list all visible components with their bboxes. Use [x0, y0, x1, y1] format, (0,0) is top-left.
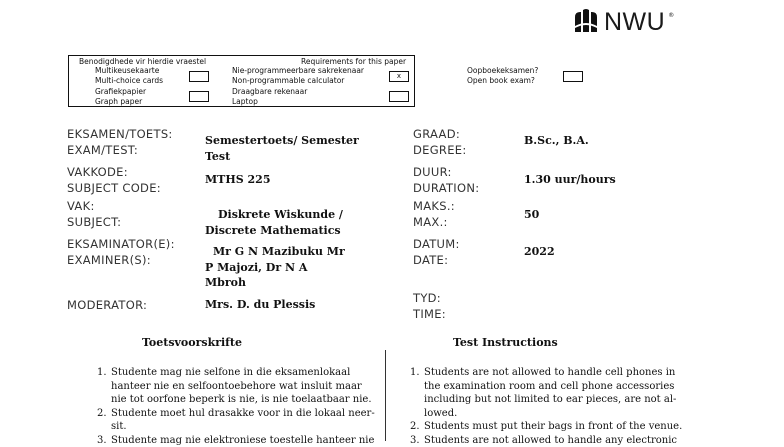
instructions-title-en: Test Instructions — [453, 336, 558, 349]
req-graph-af: Grafiekpapier — [95, 87, 146, 97]
moderator-value: Mrs. D. du Plessis — [205, 297, 315, 313]
subject-code-value: MTHS 225 — [205, 172, 271, 188]
req-calculator-af: Nie-programmeerbare sakrekenaar — [232, 66, 364, 76]
logo-text: NWU — [604, 8, 665, 37]
exam-label: EKSAMEN/TOETS: EXAM/TEST: — [67, 127, 173, 158]
moderator-label: MODERATOR: — [67, 298, 147, 314]
requirements-box — [68, 55, 415, 107]
req-laptop-af: Draagbare rekenaar — [232, 87, 307, 97]
subject-code-label: VAKKODE: SUBJECT CODE: — [67, 165, 161, 196]
calculator-checkbox: x — [389, 71, 409, 82]
graph-paper-checkbox — [189, 91, 209, 102]
list-item: 1. Students are not allowed to handle cell phones in the examination room and cell phone accessories including but not limited to ear pieces, are not al- lowed. — [424, 366, 689, 420]
max-label: MAKS.: MAX.: — [413, 199, 455, 230]
requirements-heading-af: Benodigdhede vir hierdie vraestel — [79, 57, 206, 66]
multichoice-checkbox — [189, 71, 209, 82]
req-multichoice-af: Multikeusekaarte — [95, 66, 159, 76]
req-calculator-en: Non-programmable calculator — [232, 76, 344, 86]
exam-value: Semestertoets/ Semester Test — [205, 133, 359, 164]
instructions-list-en — [424, 366, 689, 447]
date-value: 2022 — [524, 244, 555, 260]
laptop-checkbox — [389, 91, 409, 102]
instructions-list-af — [111, 366, 379, 447]
list-item: 2. Studente moet hul drasakke voor in die lokaal neer- sit. — [111, 407, 379, 434]
list-item: 3. Studente mag nie elektroniese toestelle hanteer nie — [111, 434, 379, 447]
list-item: 2. Students must put their bags in front of the venue. — [424, 420, 689, 434]
column-divider — [385, 350, 386, 441]
degree-label: GRAAD: DEGREE: — [413, 127, 467, 158]
req-laptop-en: Laptop — [232, 97, 258, 107]
instructions-title-af: Toetsvoorskrifte — [142, 336, 242, 349]
req-openbook-en: Open book exam? — [467, 76, 535, 86]
requirements-heading-en: Requirements for this paper — [301, 57, 406, 66]
registered-mark: ® — [668, 12, 674, 19]
req-graph-en: Graph paper — [95, 97, 142, 107]
subject-label: VAK: SUBJECT: — [67, 199, 121, 230]
max-value: 50 — [524, 207, 539, 223]
list-item: 1. Studente mag nie selfone in die eksamenlokaal hanteer nie en selfoontoebehore wat insluit maar nie tot oorfone beperk is nie, is nie toelaatbaar nie. — [111, 366, 379, 407]
duration-label: DUUR: DURATION: — [413, 165, 479, 196]
req-multichoice-en: Multi-choice cards — [95, 76, 163, 86]
req-openbook-af: Oopboekeksamen? — [467, 66, 538, 76]
examiner-label: EKSAMINATOR(E): EXAMINER(S): — [67, 237, 175, 268]
nwu-logo — [572, 7, 674, 37]
time-label: TYD: TIME: — [413, 291, 446, 322]
date-label: DATUM: DATE: — [413, 237, 460, 268]
subject-value: Diskrete Wiskunde / Discrete Mathematics — [205, 207, 343, 238]
degree-value: B.Sc., B.A. — [524, 133, 589, 149]
examiner-value: Mr G N Mazibuku Mr P Majozi, Dr N A Mbroh — [205, 244, 345, 291]
duration-value: 1.30 uur/hours — [524, 172, 616, 188]
nwu-emblem-icon — [572, 8, 600, 36]
open-book-checkbox — [563, 71, 583, 82]
list-item: 3. Students are not allowed to handle any electronic — [424, 434, 689, 447]
